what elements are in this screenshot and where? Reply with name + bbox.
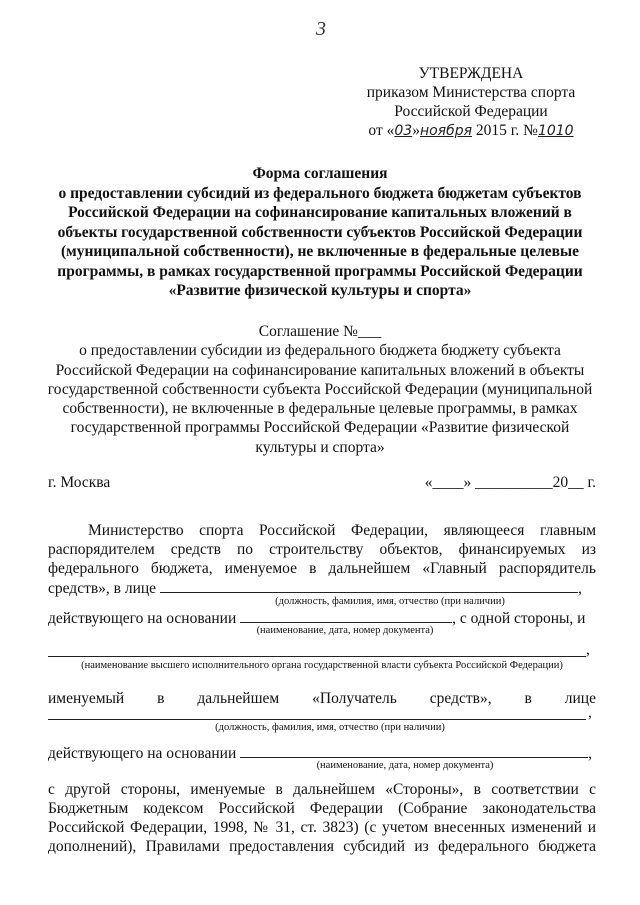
body-line: Министерство спорта Российской Федерации, являющееся главным xyxy=(88,522,596,539)
position-blank[interactable] xyxy=(160,578,578,593)
approval-federation: Российской Федерации xyxy=(394,103,548,120)
document-note: (наименование, дата, номер документа) xyxy=(256,625,434,636)
body-line: Российской Федерации, 1998, № 31, ст. 3823) (с учетом внесенных изменений и xyxy=(48,819,596,836)
basis-blank-2[interactable] xyxy=(240,743,588,758)
basis-blank[interactable] xyxy=(240,608,452,623)
order-number: 1010 xyxy=(537,123,574,139)
position-field-row: средств», в лице , xyxy=(48,580,582,597)
body-line: Бюджетным кодексом Российской Федерации (Собрание законодательства xyxy=(48,800,596,817)
recipient-row: именуемый в дальнейшем «Получатель средств», в лице xyxy=(48,690,596,707)
body-line: федерального бюджета, именуемое в дальнейшем «Главный распорядитель xyxy=(48,560,596,577)
place-date-row xyxy=(48,473,596,492)
body-line: с другой стороны, именуемые в дальнейшем «Стороны», в соответствии с xyxy=(48,781,596,798)
authority-blank[interactable] xyxy=(48,656,586,657)
basis-field-row: действующего на основании , с одной стороны, и xyxy=(48,610,586,627)
page-number: 3 xyxy=(316,18,326,40)
approval-month: ноября xyxy=(419,123,473,139)
approval-ministry: приказом Министерства спорта xyxy=(366,84,576,101)
approval-heading: УТВЕРЖДЕНА xyxy=(418,65,524,82)
basis-field-row-2: действующего на основании , xyxy=(48,745,592,762)
authority-note: (наименование высшего исполнительного органа государственной власти субъекта Российской Федерации) xyxy=(81,660,563,671)
document-note-2: (наименование, дата, номер документа) xyxy=(316,760,494,771)
body-line: дополнений), Правилами предоставления субсидий из федерального бюджета xyxy=(48,838,596,855)
approval-stamp xyxy=(346,64,596,141)
position-note-2: (должность, фамилия, имя, отчество (при наличии) xyxy=(215,722,445,733)
approval-day: 03 xyxy=(394,123,413,139)
approval-date: от «03»ноября 2015 г. №1010 xyxy=(368,122,574,139)
body-line: распорядителем средств по строительству объектов, финансируемых из xyxy=(48,541,596,558)
place-label: г. Москва xyxy=(48,474,111,491)
date-placeholder: «____» __________20__ г. xyxy=(424,474,596,491)
position-note: (должность, фамилия, имя, отчество (при наличии) xyxy=(275,596,505,607)
form-title: Форма соглашения о предоставлении субсидий из федерального бюджета бюджетам субъектов Российской Федерации на софинансирование капитальных вложений в объекты государственной собственности субъектов Российской Федерации (муниципальной собственности), не включенные в федеральные целевые программы, в рамках государственной программы Российской Федерации «Развитие физической культуры и спорта» xyxy=(57,165,583,299)
agreement-title: Соглашение №___ о предоставлении субсидии из федерального бюджета бюджету субъекта Российской Федерации на софинансирование капитальных вложений в объекты государственной собственности субъекта Российской Федерации (муниципальной собственности), не включенные в федеральные целевые программы, в рамках государственной программы Российской Федерации «Развитие физической культуры и спорта» xyxy=(47,323,593,456)
recipient-position-blank[interactable] xyxy=(48,719,586,720)
